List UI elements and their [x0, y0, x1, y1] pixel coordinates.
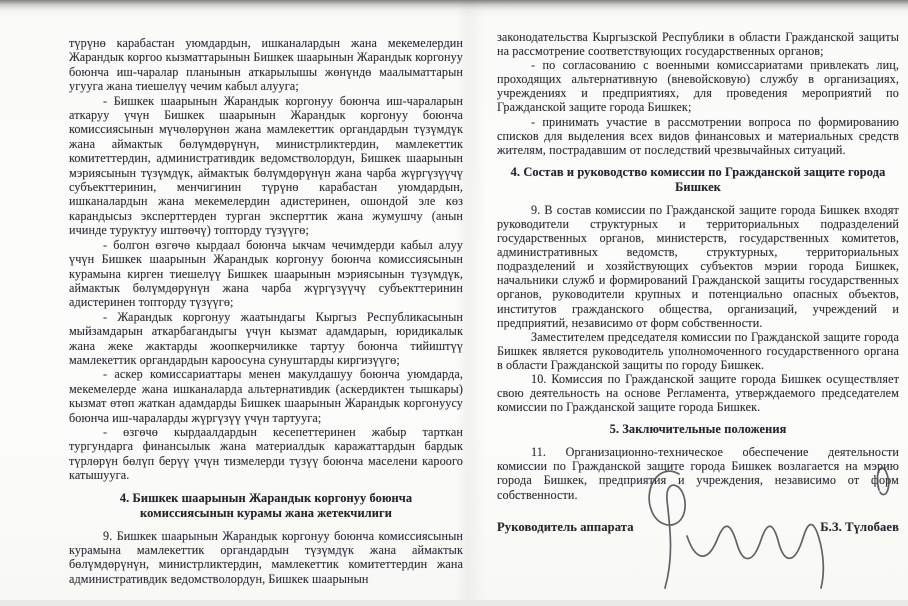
right-para-6: 10. Комиссия по Гражданской защите города Бишкек осуществляет свою деятельность на основе Регламента, утверждаемого председателем комиссии по Гражданской защите города Бишкек. [497, 371, 899, 415]
page-left-column [69, 36, 463, 586]
left-para-2: - болгон өзгөчө кырдаал боюнча ыкчам чечимдерди кабыл алуу үчүн Бишкек шаарынын Жарандык коргонуу боюнча комиссиясынын курамына кирген тиешелүү Бишкек шаарынын мэриясынын түзүмдүк, аймактык бөлүмдөрүнүн жана чарба жүргүзүүчү субъекттеринин адистеринен топторду түзүүгө; [69, 237, 463, 310]
page-right-column [497, 30, 899, 534]
right-para-0: законодательства Кыргызской Республики в области Гражданской защиты на рассмотрение соответствующих государственных органов; [497, 30, 899, 59]
right-para-5: Заместителем председателя комиссии по Гражданской защите города Бишкек является руководитель уполномоченного государственного органа в области Гражданской защиты по городу Бишкек. [497, 329, 899, 372]
left-para-1: - Бишкек шаарынын Жарандык коргонуу боюнча иш-чараларын аткаруу үчүн Бишкек шаарынын Жарандык коргонуу боюнча комиссиясынын мүчөлөрүнөн жана мамлекеттик органдардын түзүмдүк жана аймактык бөлүмдөрүнүн, министрликтердин, мамлекеттик комитеттердин, административдик ведомстволордун, Бишкек шаарынын мэриясынын түзүмдүк, аймактык бөлүмдөрүнүн жана чарба жүргүзүүчү субъекттеринин, менчигинин түрүнө карабастан уюмдардын, ишканалардын жана мекемелердин адистеринен, ошондой эле көз карандысыз эксперттерден турган эксперттик жана жумушчу (анын ичинде туруктуу иштөөчү) топторду түзүүгө; [69, 93, 463, 238]
left-para-3: - Жарандык коргонуу жаатындагы Кыргыз Республикасынын мыйзамдарын аткарбагандыгы үчүн кызмат адамдарын, юридикалык жана жеке жактарды жоопкерчиликке тартуу боюнча тийиштүү мамлекеттик органдардын кароосуна сунуштарды киргизүүгө; [69, 309, 463, 367]
right-heading-3: 4. Состав и руководство комиссии по Гражданской защите города Бишкек [510, 164, 886, 194]
signature-role-label: Руководитель аппарата [497, 519, 634, 534]
right-para-2: - принимать участие в рассмотрении вопроса по формированию списков для выделения всех видов финансовых и материальных средств жителям, пострадавшим от последствий чрезвычайных ситуаций. [497, 114, 899, 157]
signature-block [497, 520, 899, 534]
page-right-text [497, 30, 899, 502]
left-para-7: 9. Бишкек шаарынын Жарандык коргонуу боюнча комиссиясынын курамына мамлекеттик органдардын түзүмдүк жана аймактык бөлүмдөрүнүн, министрликтердин, мамлекеттик комитеттердин жана административдик ведомстволордун, Бишкек шаарынын [69, 528, 463, 586]
right-para-8: 11. Организационно-техническое обеспечение деятельности комиссии по Гражданской защите города Бишкек возлагается на мэрию города Бишкек, предприятия и учреждения, независимо от форм собственности. [497, 445, 899, 502]
left-para-4: - аскер комиссариаттары менен макулдашуу боюнча уюмдарда, мекемелерде жана ишканаларда альтернативдик (аскердиктен тышкары) кызмат өтөп жаткан адамдарды Бишкек шаарынын Жарандык коргонуусу боюнча иш-чараларды жүргүзүү үчүн тартууга; [69, 367, 463, 425]
left-para-0: түрүнө карабастан уюмдардын, ишканалардын жана мекемелердин Жарандык коргоо кызматтарынын Бишкек шаарынын Жарандык коргонуу боюнча иш-чаралар планынын аткарылышы жөнүндө маалыматтарын угууга жана тиешелүү чечим кабыл алууга; [69, 36, 463, 94]
right-para-1: - по согласованию с военными комиссариатами привлекать лиц, проходящих альтернативную (вневойсковую) службу в организациях, учреждениях и предприятиях, для проведения мероприятий по Гражданской защите города Бишкек; [497, 58, 899, 115]
left-para-5: - өзгөчө кырдаалдардын кесепеттеринен жабыр тарткан тургундарга финансылык жана материалдык каражаттардын бардык түрлөрүн бөлүп берүү үчүн тизмелерди түзүү боюнча маселени кароого катышууга. [69, 424, 463, 483]
signature-name-label: Б.З. Түлобаев [820, 519, 899, 534]
right-heading-7: 5. Заключительные положения [609, 422, 787, 437]
left-heading-6: 4. Бишкек шаарынын Жарандык коргонуу боюнча комиссиясынын курамы жана жетекчилиги [119, 490, 413, 520]
right-para-4: 9. В состав комиссии по Гражданской защите города Бишкек входят руководители структурных и территориальных подразделений государственных органов, министерств, государственных комитетов, административных ведомств, структурных, территориальных подразделений и хозяйствующих субъектов мэрии города Бишкек, начальники служб и формирований Гражданской защиты государственных органов, руководители крупных и потенциально опасных объектов, институтов гражданского общества, организаций, учреждений и предприятий, независимо от форм собственности. [497, 202, 899, 330]
